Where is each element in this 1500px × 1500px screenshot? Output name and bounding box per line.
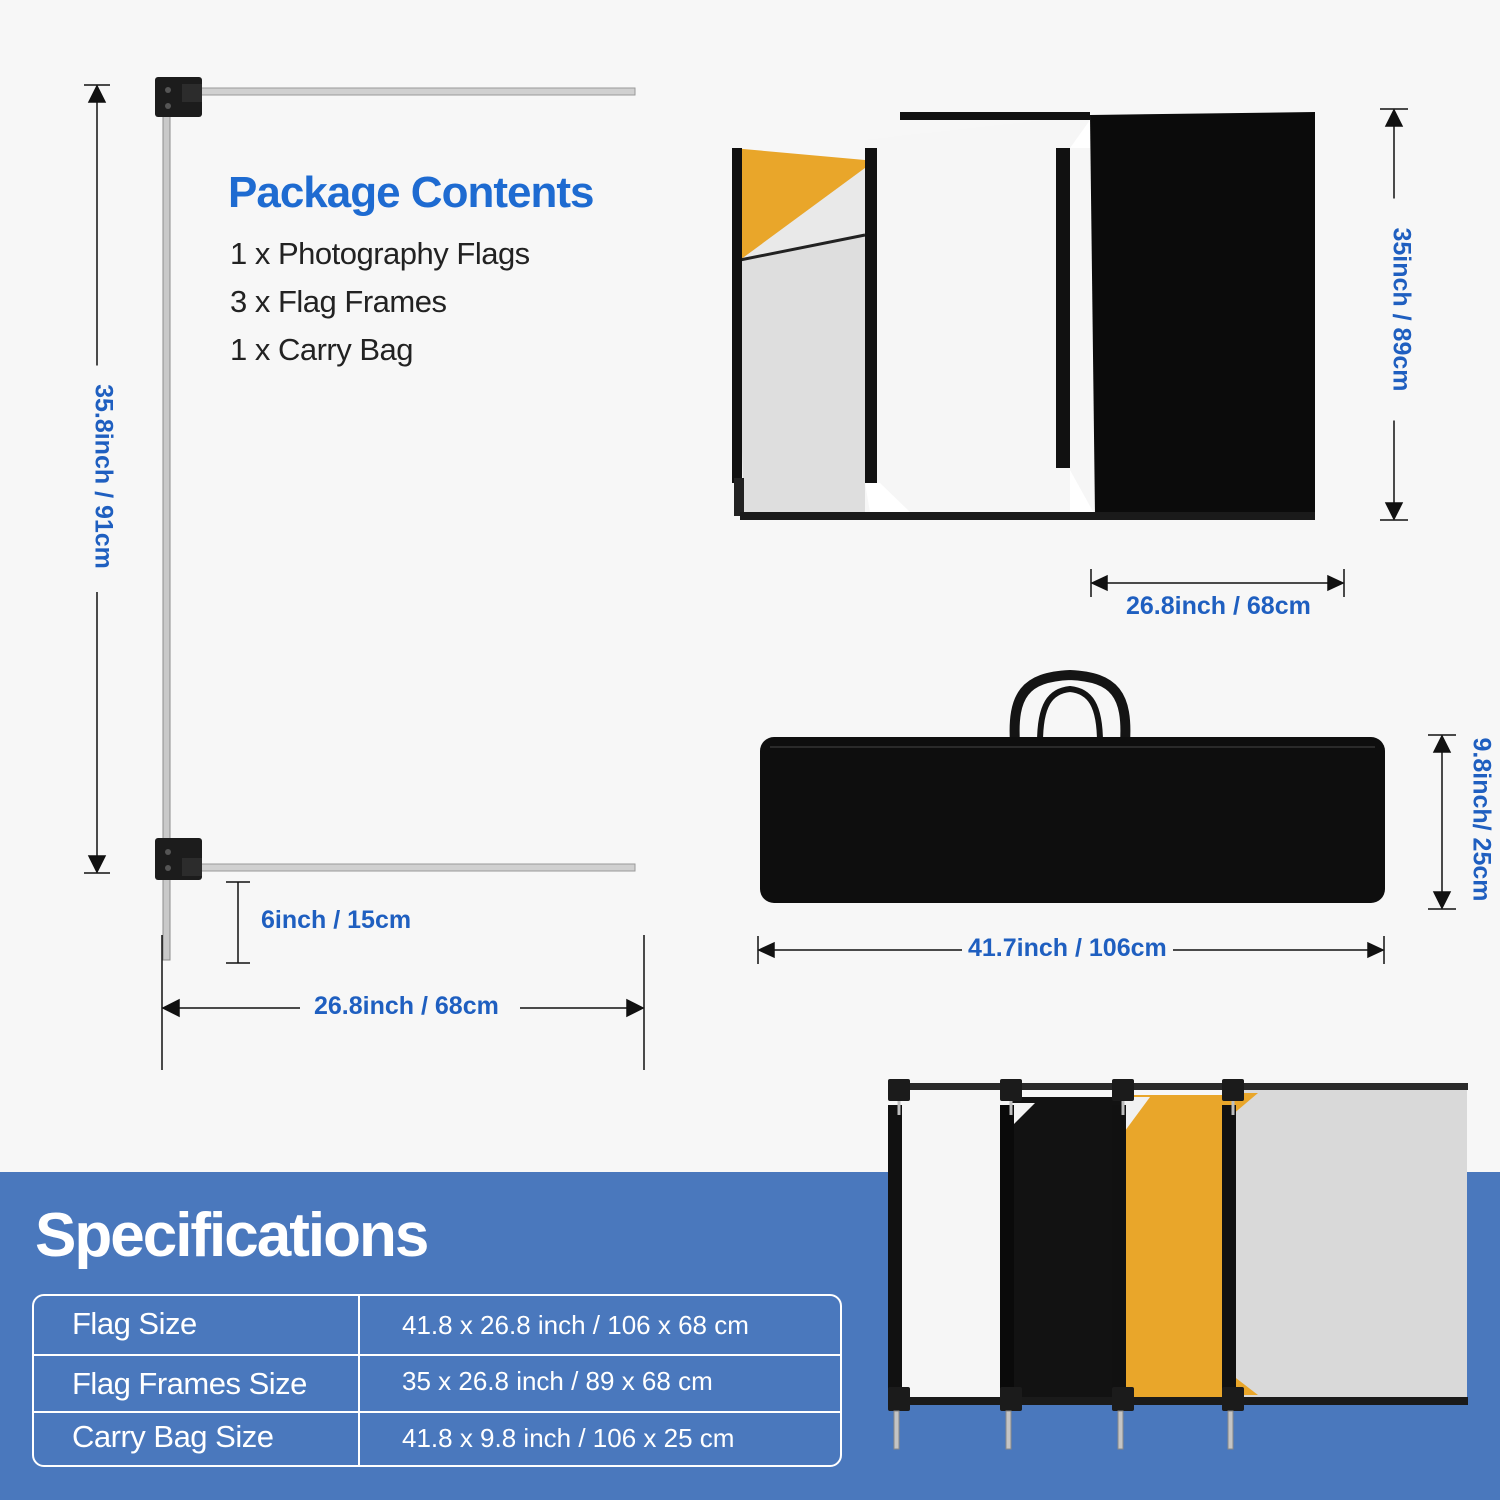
spec-label: Flag Size [72, 1306, 197, 1341]
spec-label: Carry Bag Size [72, 1419, 274, 1454]
carry-bag-body [760, 737, 1385, 903]
specifications-table [32, 1294, 842, 1467]
flag-height-label: 35inch / 89cm [1387, 199, 1416, 421]
spec-value: 41.8 x 9.8 inch / 106 x 25 cm [402, 1423, 735, 1453]
frame-panel-silver [1222, 1087, 1467, 1399]
frame-width-label: 26.8inch / 68cm [308, 992, 505, 1021]
spec-value: 35 x 26.8 inch / 89 x 68 cm [402, 1366, 713, 1396]
frame-rod-bottom [195, 864, 635, 871]
frame-height-label: 35.8inch / 91cm [89, 366, 118, 588]
frame-panel-gold [1112, 1095, 1232, 1399]
flag-frames-image [880, 1075, 1480, 1455]
bag-width-label: 41.7inch / 106cm [962, 934, 1173, 963]
frame-rod-top [195, 88, 635, 95]
frame-panel-white [888, 1087, 1010, 1399]
spec-value: 41.8 x 26.8 inch / 106 x 68 cm [402, 1310, 749, 1340]
bag-height-label: 9.8inch/ 25cm [1467, 737, 1496, 902]
package-item: 1 x Carry Bag [230, 332, 414, 367]
clamp-top [155, 77, 202, 117]
table-row [34, 1411, 840, 1465]
specifications-title: Specifications [35, 1201, 428, 1270]
table-row [34, 1354, 840, 1411]
package-contents-title: Package Contents [228, 168, 594, 217]
clamp-bottom [155, 838, 202, 880]
frame-pole-vertical [163, 100, 170, 960]
package-item: 3 x Flag Frames [230, 284, 447, 319]
package-item: 1 x Photography Flags [230, 236, 530, 271]
flag-gold-silver [732, 148, 865, 516]
carry-bag-image [750, 665, 1400, 915]
spec-label: Flag Frames Size [72, 1366, 307, 1401]
table-row [34, 1296, 840, 1354]
bag-height-dimension-line [1420, 725, 1470, 915]
dimension-line-frame-leg [226, 882, 250, 963]
frame-leg-label: 6inch / 15cm [261, 906, 412, 934]
frame-panel-black [1000, 1097, 1122, 1399]
flag-width-label: 26.8inch / 68cm [1126, 592, 1311, 620]
